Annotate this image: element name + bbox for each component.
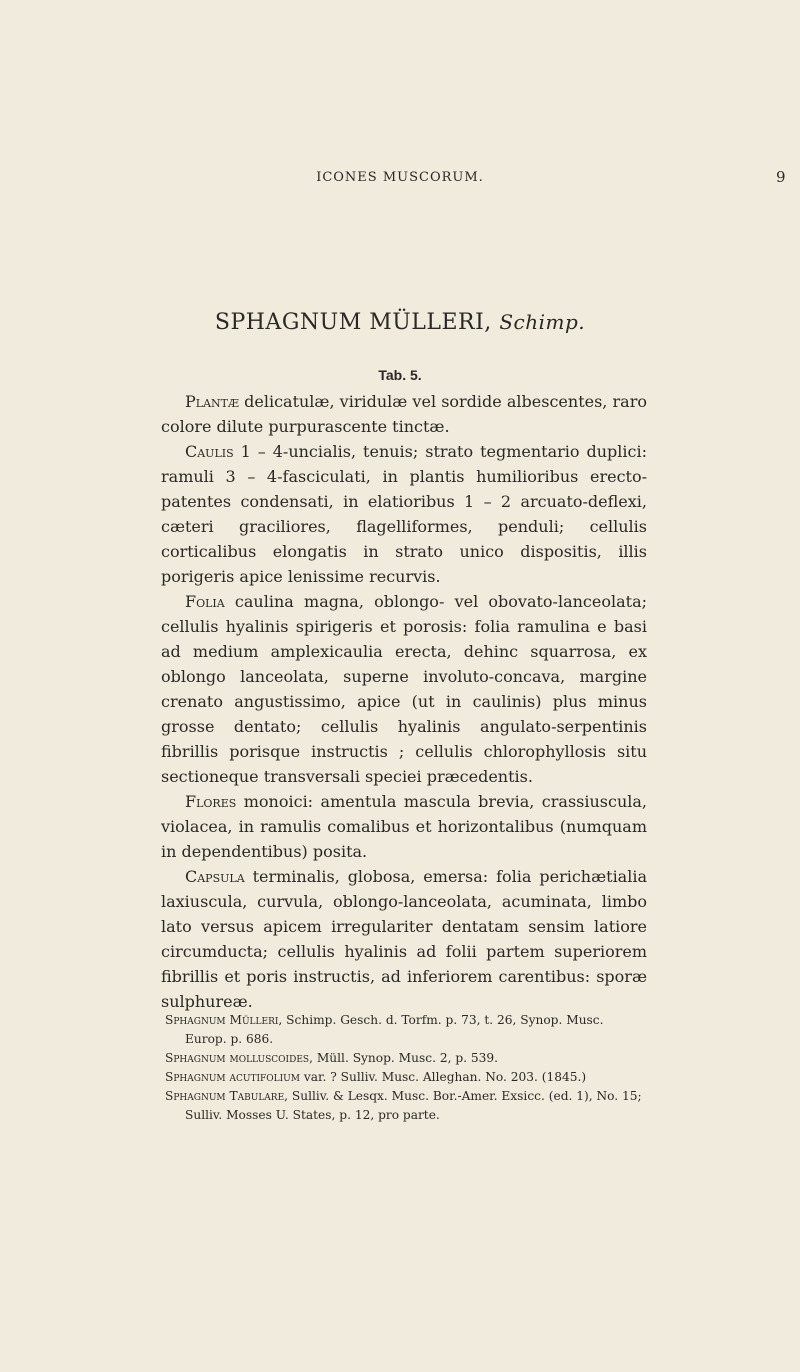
- paragraph-text: delicatulæ, viridulæ vel sordide albescentes, raro colore dilute purpurascente tinctæ.: [161, 392, 647, 436]
- paragraph-lead: Caulis: [185, 442, 234, 461]
- paragraph-lead: Plantæ: [185, 392, 239, 411]
- synonym-name: Sphagnum acutifolium: [165, 1070, 300, 1084]
- paragraph-lead: Folia: [185, 592, 225, 611]
- paragraph-caulis: [161, 439, 647, 589]
- paragraph-flores: [161, 789, 647, 864]
- species-title: [0, 310, 800, 335]
- species-name: SPHAGNUM MÜLLERI,: [214, 310, 492, 335]
- paragraph-text: monoici: amentula mascula brevia, crassiuscula, violacea, in ramulis comalibus et horizontalibus (numquam in dependentibus) posita.: [161, 792, 647, 861]
- description: [161, 389, 647, 1014]
- synonym-reference: var. ? Sulliv. Musc. Alleghan. No. 203. (1845.): [299, 1070, 587, 1084]
- synonym-entry: [165, 1087, 645, 1125]
- paragraph-text: 1 – 4-uncialis, tenuis; strato tegmentario duplici: ramuli 3 – 4-fasciculati, in plantis humilioribus erecto-patentes condensati, in elatioribus 1 – 2 arcuato-deflexi, cæteri graciliores, flagelliformes, penduli; cellulis corticalibus elongatis in strato unico dispositis, illis porigeris apice lenissime recurvis.: [161, 442, 647, 586]
- paragraph-plantae: [161, 389, 647, 439]
- species-author: Schimp.: [499, 310, 586, 334]
- synonym-entry: [165, 1011, 645, 1049]
- paragraph-text: caulina magna, oblongo- vel obovato-lanceolata; cellulis hyalinis spirigeris et porosis: folia ramulina e basi ad medium amplexicaulia erecta, dehinc squarrosa, ex oblongo lanceolata, superne involuto-concava, margine crenato angustissimo, apice (ut in caulinis) plus minus grosse dentato; cellulis hyalinis angulato-serpentinis fibrillis porisque instructis ; cellulis chlorophyllosis situ sectioneque transversali speciei præcedentis.: [161, 592, 647, 786]
- synonym-reference: Müll. Synop. Musc. 2, p. 539.: [312, 1051, 499, 1065]
- synonym-name: Sphagnum Tabulare,: [165, 1089, 289, 1103]
- synonym-entry: [165, 1049, 645, 1068]
- paragraph-lead: Flores: [185, 792, 237, 811]
- synonym-reference: Sulliv. & Lesqx. Musc. Bor.-Amer. Exsicc. (ed. 1), No. 15; Sulliv. Mosses U. States, p. 12, pro parte.: [185, 1089, 642, 1122]
- paragraph-folia: [161, 589, 647, 789]
- synonym-reference: Schimp. Gesch. d. Torfm. p. 73, t. 26, Synop. Musc. Europ. p. 686.: [185, 1013, 604, 1046]
- paragraph-text: terminalis, globosa, emersa: folia perichætialia laxiuscula, curvula, oblongo-lanceolata, acuminata, limbo lato versus apicem irregulariter dentatam sensim latiore circumducta; cellulis hyalinis ad folii partem superiorem fibrillis et poris instructis, ad inferiorem carentibus: sporæ sulphureæ.: [161, 867, 647, 1011]
- plate-reference: Tab. 5.: [378, 367, 422, 383]
- synonym-name: Sphagnum molluscoides,: [165, 1051, 313, 1065]
- synonymy-list: [165, 1011, 645, 1125]
- running-head: ICONES MUSCORUM.: [316, 170, 484, 185]
- paragraph-capsula: [161, 864, 647, 1014]
- synonym-entry: [165, 1068, 645, 1087]
- paragraph-lead: Capsula: [185, 867, 245, 886]
- page-number: 9: [776, 168, 786, 186]
- synonym-name: Sphagnum Mülleri,: [165, 1013, 283, 1027]
